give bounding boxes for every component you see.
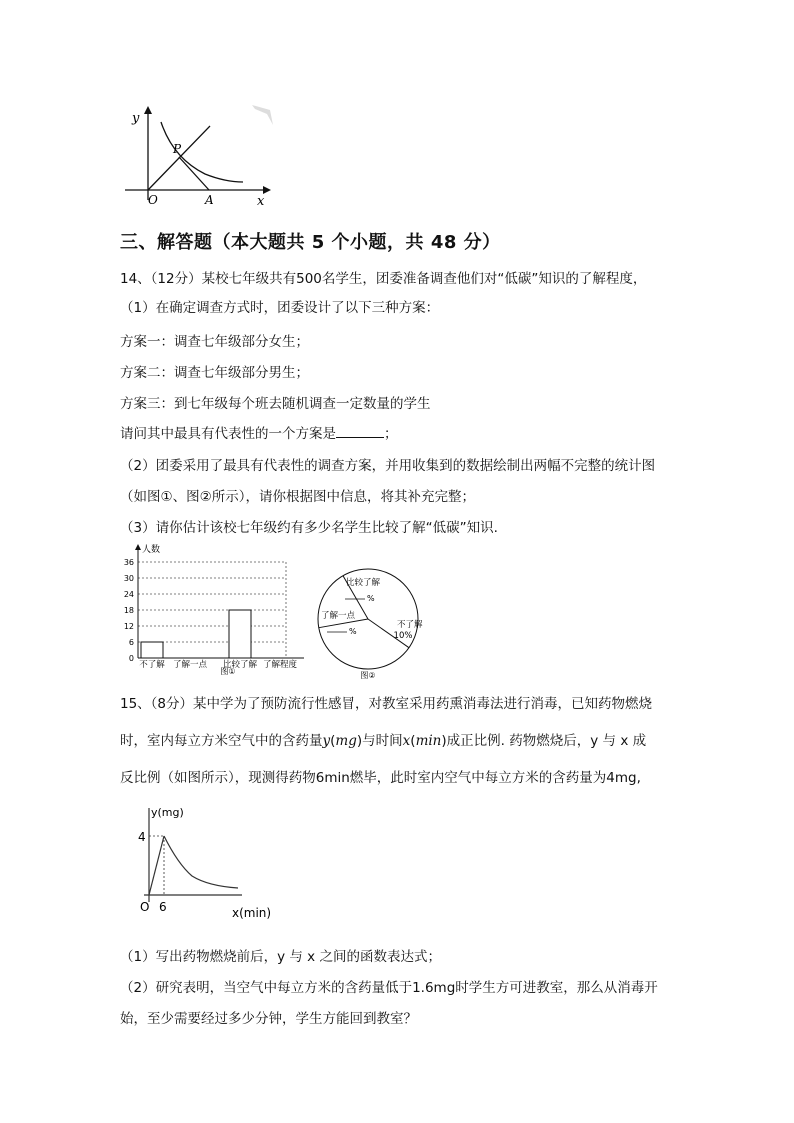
x-axis-label: x	[257, 194, 265, 209]
pie-slice-label: 比较了解	[346, 578, 381, 588]
y-axis-arrow	[144, 106, 152, 114]
q14-ask-prefix: 请问其中最具有代表性的一个方案是	[120, 426, 336, 442]
point-a-label: A	[205, 193, 214, 207]
top-figure	[115, 100, 280, 210]
y-axis-label: y	[132, 111, 140, 126]
q15-y-label: y(mg)	[151, 806, 184, 819]
bar-y-tick-label: 12	[123, 622, 134, 631]
x-axis-arrow	[263, 186, 271, 194]
bar-category-label: 不了解	[139, 660, 165, 670]
bar-y-tick-label: 18	[123, 606, 134, 615]
answer-blank[interactable]	[336, 425, 384, 438]
q15-line2-c: 成正比例. 药物燃烧后，y 与 x 成	[446, 733, 647, 749]
q14-plan1: 方案一：调查七年级部分女生；	[120, 334, 309, 350]
bar-chart	[118, 540, 318, 675]
q15-origin: O	[140, 900, 150, 914]
q15-part1: （1）写出药物燃烧前后，y 与 x 之间的函数表达式；	[120, 949, 441, 965]
q15-tick-y: 4	[138, 830, 146, 844]
bar-y-arrow	[135, 544, 141, 550]
bar-category-label: 比较了解	[222, 660, 258, 670]
q14-stem: 14、（12分）某校七年级共有500名学生，团委准备调查他们对“低碳”知识的了解程度，	[120, 271, 647, 287]
bar	[141, 642, 163, 658]
q15-var-x: x	[402, 733, 411, 749]
bar-caption: 图①	[220, 667, 236, 675]
q14-part3: （3）请你估计该校七年级约有多少名学生比较了解“低碳”知识.	[120, 520, 498, 536]
q15-unit-mg: mg	[335, 733, 357, 749]
bar-y-tick-label: 30	[123, 574, 134, 583]
q15-rising-line	[149, 836, 164, 895]
q15-var-y: y	[322, 733, 331, 749]
bar-category-label: 了解一点	[172, 660, 208, 670]
pie-value-label: %	[349, 627, 357, 636]
bar-y-tick-label: 24	[123, 590, 134, 599]
q15-line2	[120, 732, 646, 750]
bar-y-tick-label: 0	[128, 654, 134, 663]
pie-slice-label: 了解一点	[321, 611, 356, 621]
q14-plan2: 方案二：调查七年级部分男生；	[120, 365, 309, 381]
q15-decay-curve	[164, 836, 238, 888]
q14-plan3: 方案三：到七年级每个班去随机调查一定数量的学生	[120, 396, 431, 412]
scan-artifact	[252, 105, 273, 125]
pie-caption: 图②	[360, 671, 376, 679]
bar-y-label: 人数	[142, 545, 161, 555]
q15-unit-mg-wrap: (mg)	[330, 733, 363, 749]
bar	[229, 610, 251, 658]
q15-unit-min: min	[415, 733, 442, 749]
q15-line3: 反比例（如图所示），现测得药物6min燃毕，此时室内空气中每立方米的含药量为4mg,	[120, 770, 641, 786]
origin-label: O	[148, 193, 158, 207]
pie-chart	[315, 567, 425, 679]
q15-graph	[130, 800, 275, 925]
q15-x-label: x(min)	[232, 906, 272, 920]
q14-ask-suffix: ；	[384, 426, 398, 442]
q15-line2-a: 时，室内每立方米空气中的含药量	[120, 733, 323, 749]
q15-line2-b: 与时间	[362, 733, 403, 749]
q15-line1: 15、（8分）某中学为了预防流行性感冒，对教室采用药熏消毒法进行消毒，已知药物燃烧	[120, 696, 653, 712]
bar-category-label: 了解程度	[262, 660, 298, 670]
q14-part1: （1）在确定调查方式时，团委设计了以下三种方案：	[120, 300, 440, 316]
q15-part2-a: （2）研究表明，当空气中每立方米的含药量低于1.6mg时学生方可进教室，那么从消毒开	[120, 980, 658, 996]
pie-value-label: 10%	[393, 631, 413, 641]
bar-y-tick-label: 36	[123, 558, 134, 567]
bar-y-tick-label: 6	[128, 638, 134, 647]
section-title: 三、解答题（本大题共 5 个小题，共 48 分）	[120, 232, 501, 253]
q15-part2-b: 始，至少需要经过多少分钟，学生方能回到教室？	[120, 1011, 417, 1027]
point-p-label: P	[173, 142, 182, 156]
q15-tick-x: 6	[159, 900, 167, 914]
q14-part2-b: （如图①、图②所示），请你根据图中信息，将其补充完整；	[120, 489, 475, 505]
q14-part2-a: （2）团委采用了最具有代表性的调查方案，并用收集到的数据绘制出两幅不完整的统计图	[120, 458, 656, 474]
q14-ask	[120, 425, 398, 443]
pie-value-label: %	[367, 594, 375, 603]
q15-unit-min-wrap: (min)	[410, 733, 447, 749]
pie-slice-label: 不了解	[397, 620, 423, 630]
